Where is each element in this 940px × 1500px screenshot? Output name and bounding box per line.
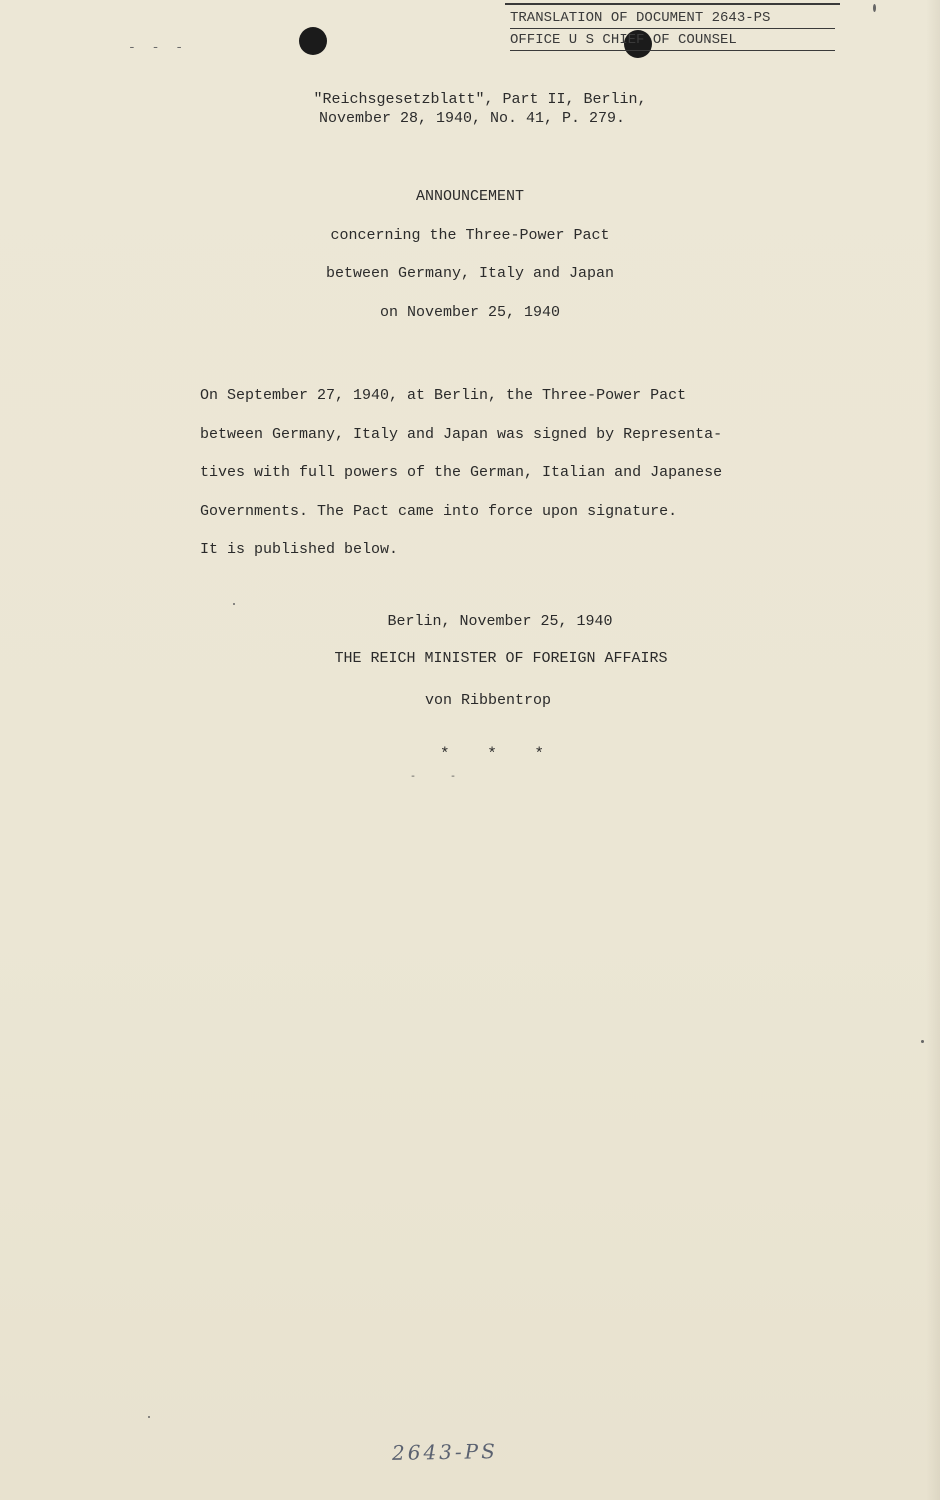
signature-title: THE REICH MINISTER OF FOREIGN AFFAIRS xyxy=(334,650,668,667)
body-line: between Germany, Italy and Japan was signed by Representa- xyxy=(200,425,723,443)
section-separator: * * * xyxy=(440,745,559,763)
title-line-3: on November 25, 1940 xyxy=(379,304,561,321)
body-paragraph xyxy=(200,377,780,570)
announcement-heading: ANNOUNCEMENT xyxy=(415,188,525,205)
page-edge-shadow xyxy=(926,0,940,1500)
header-line-office: OFFICE U S CHIEF OF COUNSEL xyxy=(510,30,835,51)
signature-place-date: Berlin, November 25, 1940 xyxy=(387,613,613,630)
body-line: It is published below. xyxy=(200,541,399,558)
handwritten-document-number: 2643-PS xyxy=(391,1439,499,1465)
source-line-1: "Reichsgesetzblatt", Part II, Berlin, xyxy=(313,91,647,108)
body-line: On September 27, 1940, at Berlin, the Three-Power Pact xyxy=(200,387,687,404)
title-line-1: concerning the Three-Power Pact xyxy=(330,227,610,244)
header-line-translation: TRANSLATION OF DOCUMENT 2643-PS xyxy=(510,8,835,29)
title-line-2: between Germany, Italy and Japan xyxy=(325,265,615,282)
header-rule xyxy=(505,3,840,5)
body-line: tives with full powers of the German, Italian and Japanese xyxy=(200,464,723,481)
paper-speck xyxy=(921,1040,924,1043)
signature-name: von Ribbentrop xyxy=(424,692,552,709)
paper-speck xyxy=(233,603,235,605)
paper-speck xyxy=(873,4,876,12)
paper-speck xyxy=(148,1416,150,1418)
separator-dashes: - - xyxy=(410,772,471,783)
source-citation xyxy=(0,90,940,128)
document-reference-header xyxy=(510,8,835,52)
source-line-2: November 28, 1940, No. 41, P. 279. xyxy=(318,110,626,127)
margin-mark: - - - xyxy=(128,40,188,55)
punch-hole-left xyxy=(299,27,327,55)
body-line: Governments. The Pact came into force upon signature. xyxy=(200,502,678,520)
